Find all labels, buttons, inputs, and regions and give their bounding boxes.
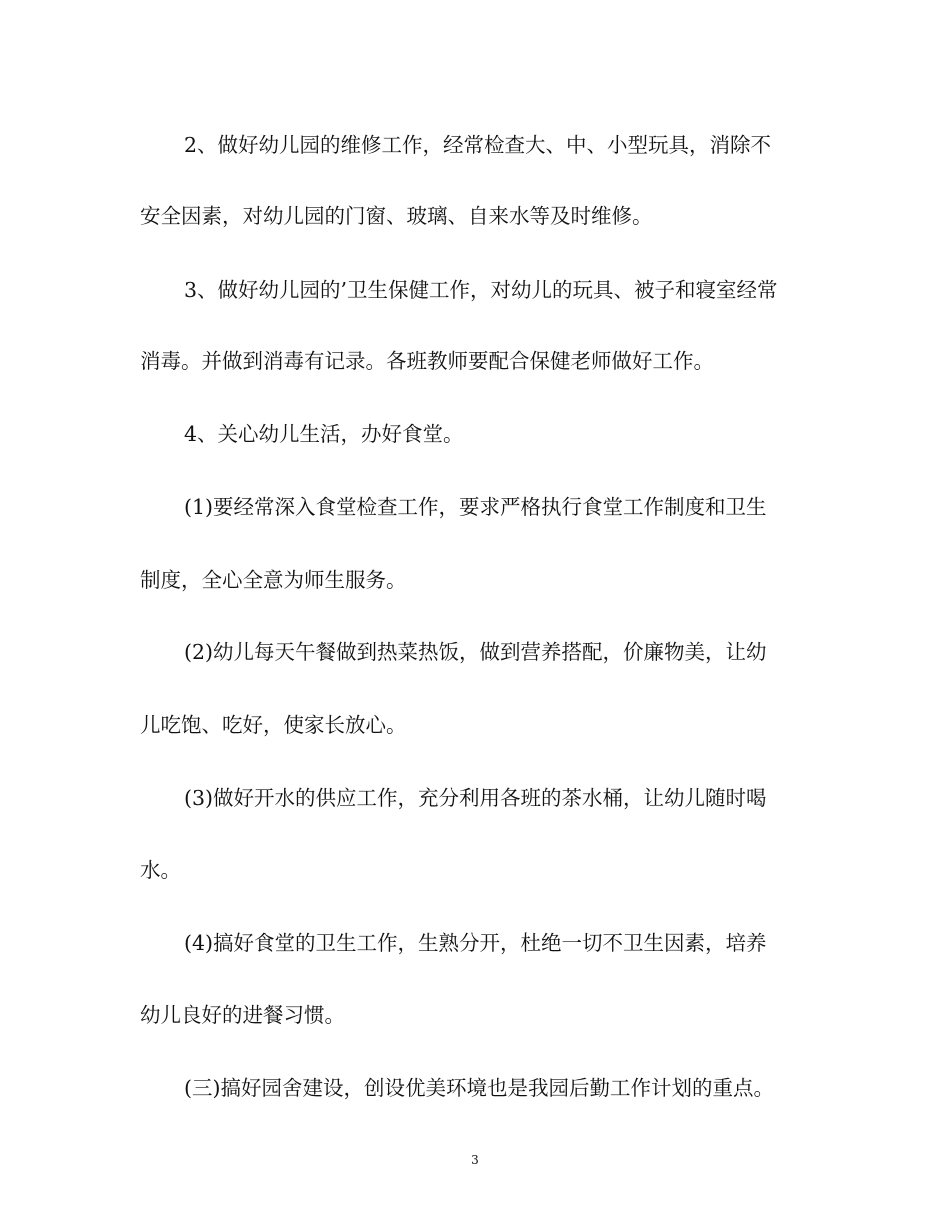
paragraph-line: (1)要经常深入食堂检查工作，要求严格执行食堂工作制度和卫生 [184,495,767,519]
paragraph-line: 2、做好幼儿园的维修工作，经常检查大、中、小型玩具，消除不 [184,133,772,157]
paragraph-line: 水。 [140,858,181,882]
paragraph-line: 儿吃饱、吃好，使家长放心。 [140,713,407,737]
paragraph-line: 幼儿良好的进餐习惯。 [140,1003,345,1027]
paragraph-line: (三)搞好园舍建设，创设优美环境也是我园后勤工作计划的重点。 [184,1076,774,1100]
paragraph-line: (3)做好开水的供应工作，充分利用各班的茶水桶，让幼儿随时喝 [184,786,767,810]
paragraph-line: 4、关心幼儿生活，办好食堂。 [184,422,464,446]
paragraph-line: 3、做好幼儿园的’卫生保健工作，对幼儿的玩具、被子和寝室经常 [184,278,778,302]
paragraph-line: 制度，全心全意为师生服务。 [140,568,407,592]
paragraph-line: 安全因素，对幼儿园的门窗、玻璃、自来水等及时维修。 [140,204,653,228]
paragraph-line: (4)搞好食堂的卫生工作，生熟分开，杜绝一切不卫生因素，培养 [184,931,767,955]
paragraph-line: (2)幼儿每天午餐做到热菜热饭，做到营养搭配，价廉物美，让幼 [184,640,767,664]
page-number: 3 [471,1153,479,1167]
paragraph-line: 消毒。并做到消毒有记录。各班教师要配合保健老师做好工作。 [140,349,714,373]
